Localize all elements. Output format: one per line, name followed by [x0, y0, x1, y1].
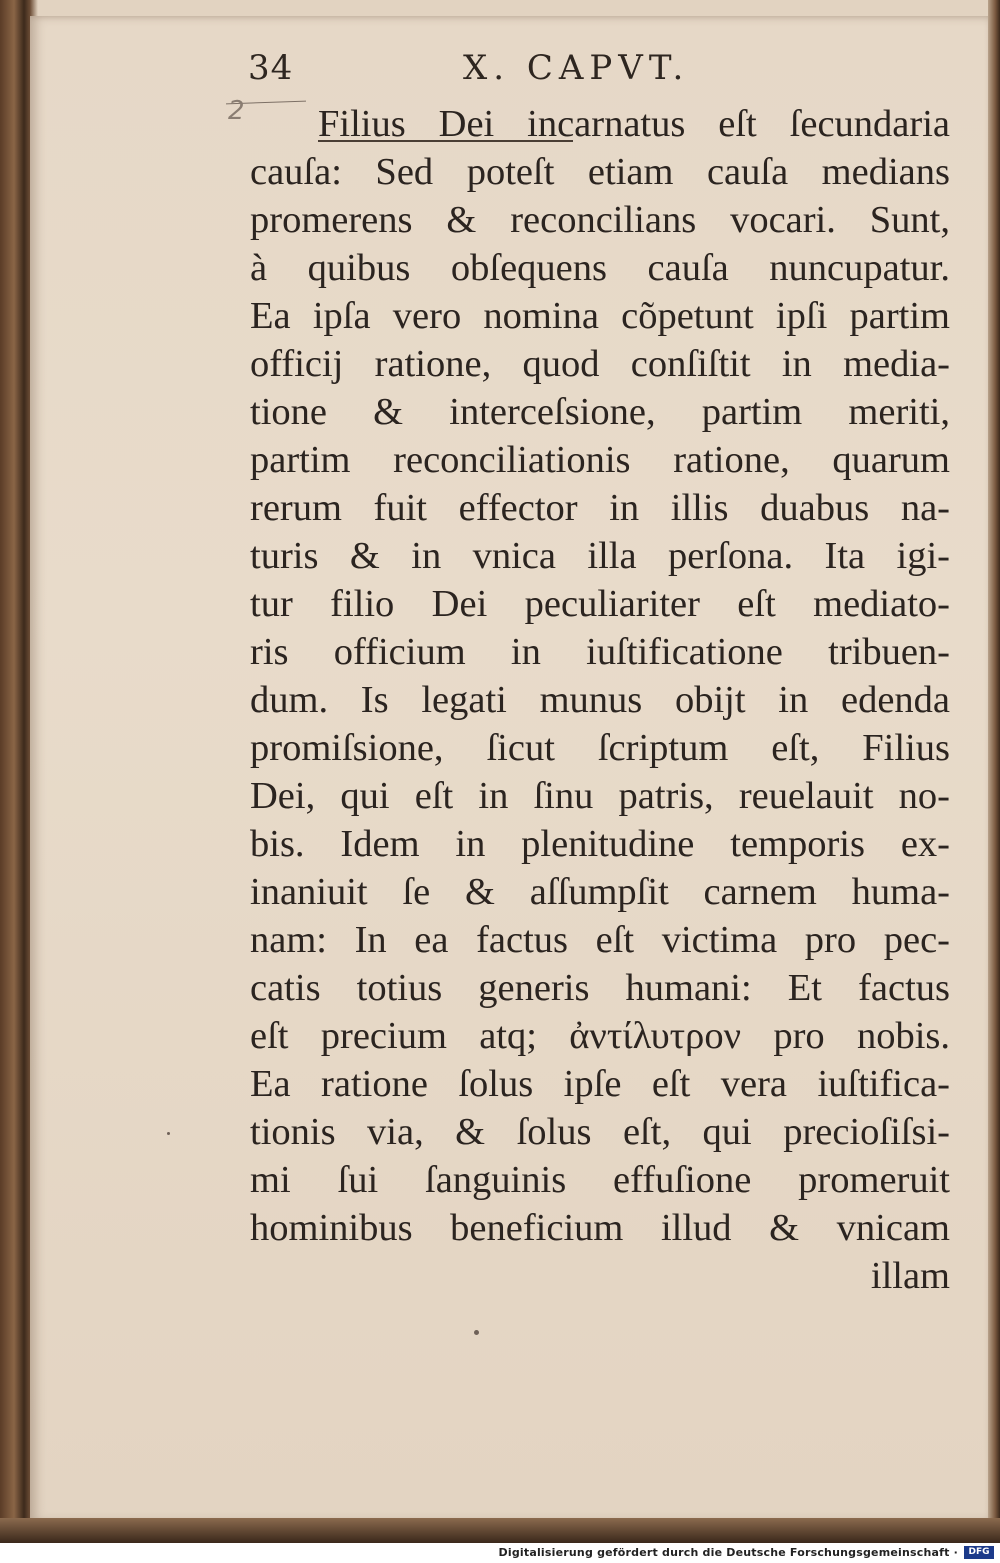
- text-line: tionis via, & ſolus eſt, qui precioſiſsi-: [250, 1111, 950, 1153]
- paper-speck: [167, 1132, 170, 1135]
- text-line: Ea ipſa vero nomina cõpetunt ipſi partim: [250, 295, 950, 337]
- page-header: [0, 48, 1000, 98]
- text-line: nam: In ea factus eſt victima pro pec-: [250, 919, 950, 961]
- text-line: catis totius generis humani: Et factus: [250, 967, 950, 1009]
- digitization-credit: Digitalisierung gefördert durch die Deutsche Forschungsgemeinschaft ·: [498, 1546, 958, 1559]
- text-line: eſt precium atq; ἀντίλυτρον pro nobis.: [250, 1015, 950, 1057]
- text-line: Dei, qui eſt in ſinu patris, reuelauit no-: [250, 775, 950, 817]
- text-line: dum. Is legati munus obijt in edenda: [250, 679, 950, 721]
- text-line: Ea ratione ſolus ipſe eſt vera iuſtifica-: [250, 1063, 950, 1105]
- text-line: tur filio Dei peculiariter eſt mediato-: [250, 583, 950, 625]
- text-line: promerens & reconcilians vocari. Sunt,: [250, 199, 950, 241]
- text-line: cauſa: Sed poteſt etiam cauſa medians: [250, 151, 950, 193]
- text-line: inaniuit ſe & aſſumpſit carnem huma-: [250, 871, 950, 913]
- text-line: partim reconciliationis ratione, quarum: [250, 439, 950, 481]
- dfg-logo: DFG: [964, 1546, 994, 1559]
- text-line: ris officium in iuſtificatione tribuen-: [250, 631, 950, 673]
- body-text: [250, 100, 950, 1300]
- text-line: rerum fuit effector in illis duabus na-: [250, 487, 950, 529]
- page-bottom-edge: [0, 1518, 1000, 1543]
- text-line: à quibus obſequens cauſa nuncupatur.: [250, 247, 950, 289]
- text-line: hominibus beneficium illud & vnicam: [250, 1207, 950, 1249]
- text-line: turis & in vnica illa perſona. Ita igi-: [250, 535, 950, 577]
- footer-bar: [0, 1543, 1000, 1563]
- paper-speck: [474, 1330, 479, 1335]
- text-line: Filius Dei incarnatus eſt ſecundaria: [318, 103, 950, 145]
- page-right-edge: [988, 0, 1000, 1543]
- text-line: promiſsione, ſicut ſcriptum eſt, Filius: [250, 727, 950, 769]
- page-number: 34: [248, 48, 294, 88]
- text-line: officij ratione, quod conſiſtit in media-: [250, 343, 950, 385]
- running-head: X. CAPVT.: [463, 48, 690, 88]
- margin-note: 2: [228, 96, 245, 126]
- text-line: mi ſui ſanguinis effuſione promeruit: [250, 1159, 950, 1201]
- catchword: illam: [870, 1255, 950, 1297]
- text-line: tione & interceſsione, partim meriti,: [250, 391, 950, 433]
- text-line: bis. Idem in plenitudine temporis ex-: [250, 823, 950, 865]
